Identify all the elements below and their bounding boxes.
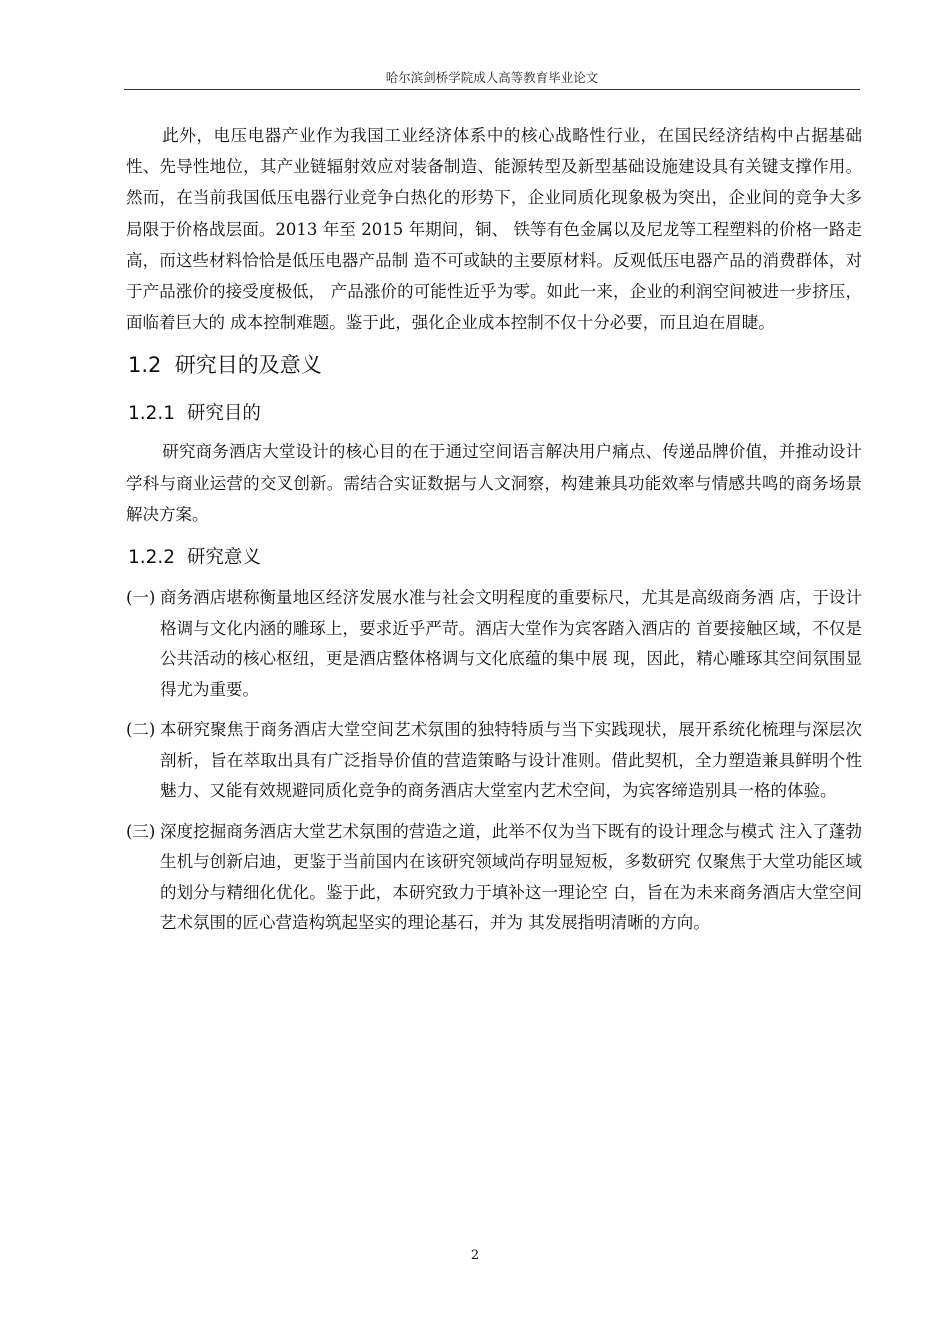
subsection-title: 研究目的 (186, 403, 261, 425)
list-marker: (一) (126, 588, 156, 608)
page-number: 2 (470, 1248, 480, 1263)
subsection-number: 1.2.1 (128, 403, 176, 425)
list-item-text: 商务酒店堪称衡量地区经济发展水准与社会文明程度的重要标尺，尤其是高级商务酒 店，于设计格调与文化内涵的雕琢上，要求近乎严苛。酒店大堂作为宾客踏入酒店的 首要接触区域，不仅是公共活动的核心枢纽，更是酒店整体格调与文化底蕴的集中展 现，因此，精心雕琢其空间氛围显得尤为重要。 (160, 588, 862, 699)
document-body (126, 120, 862, 939)
section-heading-1-2 (126, 344, 862, 386)
list-item-text: 深度挖掘商务酒店大堂艺术氛围的营造之道，此举不仅为当下既有的设计理念与模式 注入了蓬勃生机与创新启迪，更鉴于当前国内在该研究领域尚存明显短板，多数研究 仅聚焦于大堂功能区域的划分与精细化优化。鉴于此，本研究致力于填补这一理论空 白，旨在为未来商务酒店大堂空间艺术氛围的匠心营造构筑起坚实的理论基石，并为 其发展指明清晰的方向。 (160, 821, 862, 933)
list-marker: (二) (126, 720, 156, 740)
section-title: 研究目的及意义 (174, 353, 322, 378)
section-number: 1.2 (128, 353, 162, 378)
page-header: 哈尔滨剑桥学院成人高等教育毕业论文 (385, 70, 599, 85)
list-item-text: 本研究聚焦于商务酒店大堂空间艺术氛围的独特特质与当下实践现状，展开系统化梳理与深层次剖析，旨在萃取出具有广泛指导价值的营造策略与设计准则。借此契机，全力塑造兼具鲜明个性魅力、又能有效规避同质化竞争的商务酒店大堂室内艺术空间，为宾客缔造别具一格的体验。 (160, 720, 862, 801)
subsection-title: 研究意义 (186, 547, 261, 569)
header-divider (124, 89, 860, 90)
research-purpose-paragraph: 研究商务酒店大堂设计的核心目的在于通过空间语言解决用户痛点、传递品牌价值，并推动设计学科与商业运营的交叉创新。需结合实证数据与人文洞察，构建兼具功能效率与情感共鸣的商务场景解决方案。 (126, 442, 862, 524)
intro-paragraph: 此外，电压电器产业作为我国工业经济体系中的核心战略性行业，在国民经济结构中占据基础性、先导性地位，其产业链辐射效应对装备制造、能源转型及新型基础设施建设具有关键支撑作用。然而，在当前我国低压电器行业竞争白热化的形势下，企业同质化现象极为突出，企业间的竞争大多局限于价格战层面。2013 年至 2015 年期间，铜、 铁等有色金属以及尼龙等工程塑料的价格一路走高，而这些材料恰恰是低压电器产品制 造不可或缺的主要原材料。反观低压电器产品的消费群体，对于产品涨价的接受度极低， 产品涨价的可能性近乎为零。如此一来，企业的利润空间被进一步挤压，面临着巨大的 成本控制难题。鉴于此，强化企业成本控制不仅十分必要，而且迫在眉睫。 (126, 126, 862, 333)
section-heading-1-2-2 (126, 538, 862, 578)
significance-item-3 (126, 817, 862, 939)
significance-item-2 (126, 715, 862, 807)
section-heading-1-2-1 (126, 394, 862, 434)
subsection-number: 1.2.2 (128, 547, 176, 569)
list-marker: (三) (126, 821, 156, 841)
significance-item-1 (126, 583, 862, 705)
